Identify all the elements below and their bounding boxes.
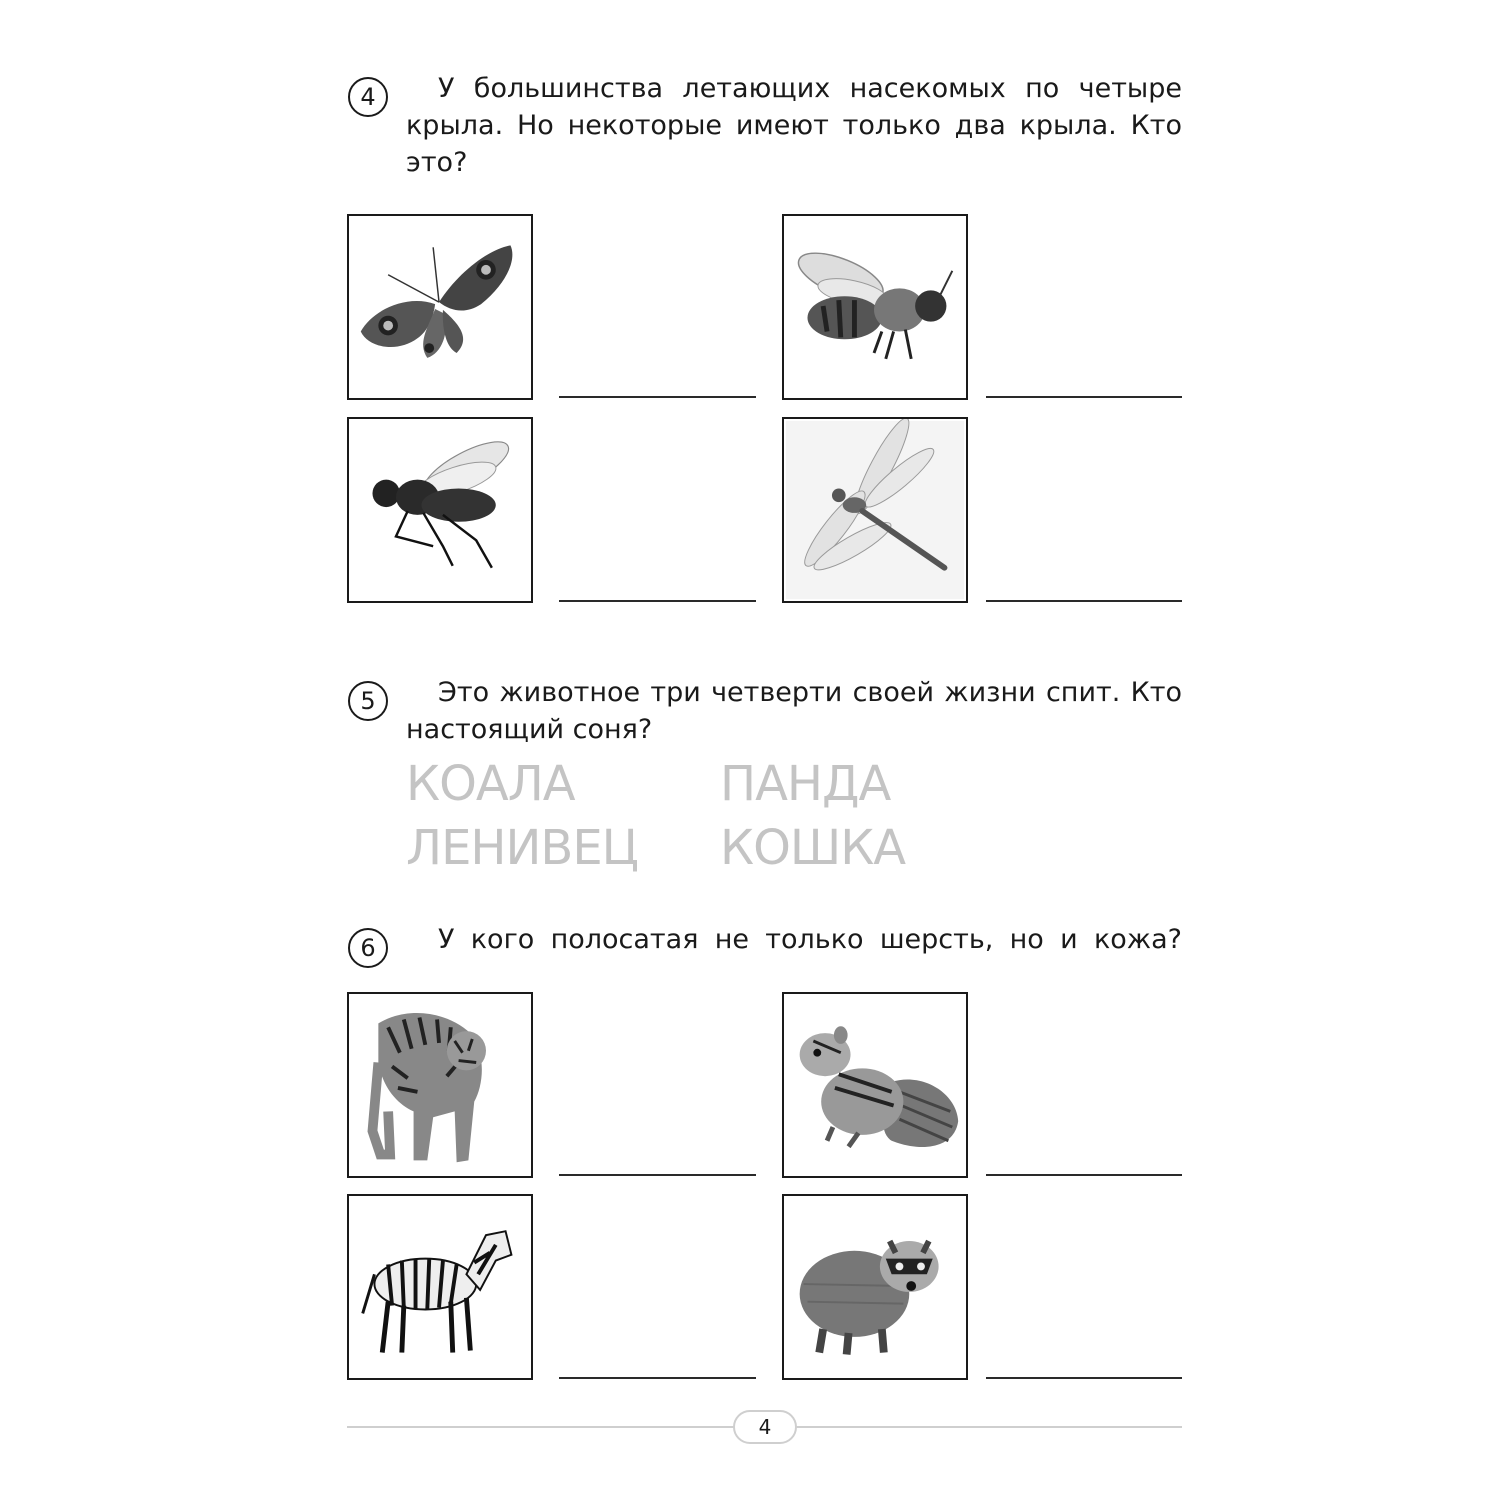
butterfly-icon [349,216,531,398]
task-6-question-line-1: У кого полосатая не только шерсть, но и кожа? [438,924,1182,955]
picture-chipmunk[interactable] [782,992,968,1178]
task-4-question-line-3: это? [406,147,468,178]
tiger-icon [349,994,531,1176]
task-6-number: 6 [348,928,388,968]
page-number: 4 [733,1410,797,1444]
option-sloth[interactable]: ЛЕНИВЕЦ [406,820,638,876]
zebra-icon [349,1196,531,1378]
chipmunk-icon [784,994,966,1176]
option-cat[interactable]: КОШКА [720,820,906,876]
picture-butterfly[interactable] [347,214,533,400]
picture-fly[interactable] [347,417,533,603]
answer-line-butterfly[interactable] [559,396,756,398]
picture-zebra[interactable] [347,1194,533,1380]
task-5-question-line-2: настоящий соня? [406,714,653,745]
answer-line-tiger[interactable] [559,1174,756,1176]
answer-line-bee[interactable] [986,396,1182,398]
picture-bee[interactable] [782,214,968,400]
task-4-question [406,70,1182,181]
task-4-question-line-1: У большинства летающих насекомых по четыре [438,73,1182,104]
task-4-number: 4 [348,77,388,117]
fly-icon [349,419,531,601]
option-koala[interactable]: КОАЛА [406,756,575,812]
answer-line-zebra[interactable] [559,1377,756,1379]
answer-line-raccoon[interactable] [986,1377,1182,1379]
task-5-number: 5 [348,681,388,721]
picture-dragonfly[interactable] [782,417,968,603]
answer-line-fly[interactable] [559,600,756,602]
answer-line-dragonfly[interactable] [986,600,1182,602]
picture-raccoon[interactable] [782,1194,968,1380]
picture-tiger[interactable] [347,992,533,1178]
option-panda[interactable]: ПАНДА [720,756,891,812]
dragonfly-icon [784,419,966,601]
raccoon-icon [784,1196,966,1378]
task-4-question-line-2: крыла. Но некоторые имеют только два крыла. Кто [406,110,1182,141]
bee-icon [784,216,966,398]
task-5-question-line-1: Это животное три четверти своей жизни спит. Кто [438,677,1182,708]
task-6-question [406,921,1182,958]
answer-line-chipmunk[interactable] [986,1174,1182,1176]
task-5-question [406,674,1182,748]
